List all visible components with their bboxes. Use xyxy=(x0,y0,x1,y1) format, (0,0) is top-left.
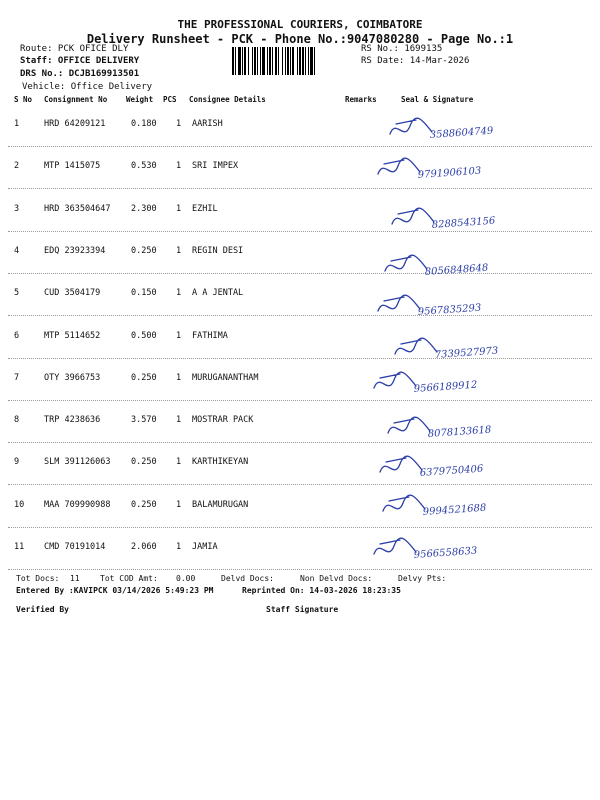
row-consignee: REGIN DESI xyxy=(192,245,244,256)
row-weight: 3.570 xyxy=(131,415,157,426)
row-weight: 0.250 xyxy=(131,245,157,256)
drs-number: DRS No.: DCJB169913501 xyxy=(20,69,140,79)
row-consignee: FATHIMA xyxy=(192,330,228,341)
row-pcs: 1 xyxy=(176,288,182,299)
row-weight: 0.530 xyxy=(131,161,157,172)
row-consignee: BALAMURUGAN xyxy=(192,499,249,510)
row-weight: 0.250 xyxy=(131,499,157,510)
row-pcs: 1 xyxy=(176,245,182,256)
route-label: Route: PCK OFICE DLY xyxy=(20,44,129,54)
row-pcs: 1 xyxy=(176,203,182,214)
svg-text:9566558633: 9566558633 xyxy=(413,545,478,561)
row-consignment: CUD 3504179 xyxy=(44,288,101,299)
row-consignee: AARISH xyxy=(192,119,223,129)
row-consignment: MTP 5114652 xyxy=(44,330,101,341)
row-sno: 6 xyxy=(14,330,20,341)
row-pcs: 1 xyxy=(176,542,182,552)
svg-text:7339527973: 7339527973 xyxy=(434,345,499,361)
row-weight: 2.060 xyxy=(131,542,157,552)
col-pcs: PCS xyxy=(163,95,177,104)
svg-text:9566189912: 9566189912 xyxy=(413,379,478,395)
reprinted-on: Reprinted On: 14-03-2026 18:23:35 xyxy=(242,586,401,595)
row-consignment: HRD 363504647 xyxy=(44,203,111,214)
row-weight: 0.500 xyxy=(131,330,157,341)
row-consignee: KARTHIKEYAN xyxy=(192,457,249,468)
row-sno: 7 xyxy=(14,372,20,383)
verified-by: Verified By xyxy=(16,605,69,614)
svg-text:8288543156: 8288543156 xyxy=(431,215,496,231)
tot-docs-label: Tot Docs: xyxy=(16,574,60,583)
runsheet-subtitle: Delivery Runsheet - PCK - Phone No.:9047080280 - Page No.:1 xyxy=(86,32,514,46)
handwritten-signature xyxy=(380,456,484,479)
handwritten-signature xyxy=(378,158,482,181)
row-pcs: 1 xyxy=(176,161,182,172)
row-consignment: SLM 391126063 xyxy=(44,457,111,468)
svg-text:3588604749: 3588604749 xyxy=(429,125,494,141)
row-sno: 9 xyxy=(14,457,20,468)
col-consignee: Consignee Details xyxy=(189,95,266,104)
row-consignee: JAMIA xyxy=(192,542,218,552)
row-weight: 0.180 xyxy=(131,119,157,129)
row-pcs: 1 xyxy=(176,499,182,510)
handwritten-signature xyxy=(378,295,482,318)
row-sno: 10 xyxy=(14,499,25,510)
entered-by: Entered By :KAVIPCK 03/14/2026 5:49:23 PM xyxy=(16,586,214,595)
rs-number: RS No.: 1699135 xyxy=(361,44,443,54)
row-sno: 8 xyxy=(14,415,20,426)
row-pcs: 1 xyxy=(176,457,182,468)
row-consignment: MAA 709990988 xyxy=(44,499,111,510)
tot-cod-value: 0.00 xyxy=(176,574,196,583)
row-weight: 0.150 xyxy=(131,288,157,299)
handwritten-signature xyxy=(392,208,496,231)
row-pcs: 1 xyxy=(176,415,182,426)
handwritten-signature xyxy=(390,118,494,141)
staff-signature: Staff Signature xyxy=(266,605,339,614)
handwritten-signature xyxy=(385,255,489,278)
non-delvd-docs: Non Delvd Docs: xyxy=(300,574,373,583)
handwritten-signature xyxy=(374,538,478,561)
tot-cod-label: Tot COD Amt: xyxy=(100,574,158,583)
row-consignment: HRD 64209121 xyxy=(44,119,106,129)
row-pcs: 1 xyxy=(176,372,182,383)
row-consignment: OTY 3966753 xyxy=(44,372,101,383)
row-sno: 3 xyxy=(14,203,20,214)
vehicle-label: Vehicle: Office Delivery xyxy=(22,82,153,92)
svg-text:9994521688: 9994521688 xyxy=(422,502,487,518)
row-consignee: MOSTRAR PACK xyxy=(192,415,254,426)
col-weight: Weight xyxy=(126,95,154,104)
row-consignee: EZHIL xyxy=(192,203,218,214)
row-sno: 4 xyxy=(14,245,20,256)
row-sno: 1 xyxy=(14,119,20,129)
col-consignment: Consignment No xyxy=(44,95,108,104)
col-remarks: Remarks xyxy=(345,95,377,104)
row-consignment: EDQ 23923394 xyxy=(44,245,106,256)
row-sno: 11 xyxy=(14,542,25,552)
row-consignee: A A JENTAL xyxy=(192,288,244,299)
company-title: THE PROFESSIONAL COURIERS, COIMBATORE xyxy=(177,18,423,31)
handwritten-signature xyxy=(395,338,499,361)
rs-date: RS Date: 14-Mar-2026 xyxy=(361,56,470,66)
svg-text:8078133618: 8078133618 xyxy=(427,424,492,440)
staff-label: Staff: OFFICE DELIVERY xyxy=(20,56,140,66)
row-consignment: MTP 1415075 xyxy=(44,161,101,172)
row-sno: 5 xyxy=(14,288,20,299)
handwritten-signature xyxy=(374,372,478,395)
svg-text:8056848648: 8056848648 xyxy=(424,262,489,278)
row-weight: 0.250 xyxy=(131,372,157,383)
col-seal: Seal & Signature xyxy=(401,95,474,104)
row-weight: 2.300 xyxy=(131,203,157,214)
tot-docs-value: 11 xyxy=(70,574,80,583)
row-consignee: MURUGANANTHAM xyxy=(192,372,259,383)
handwritten-signature xyxy=(388,417,492,440)
svg-text:9791906103: 9791906103 xyxy=(417,165,482,181)
col-sno: S No xyxy=(14,95,33,104)
row-consignment: CMD 70191014 xyxy=(44,542,106,552)
delvy-pts: Delvy Pts: xyxy=(398,574,447,583)
row-pcs: 1 xyxy=(176,119,182,129)
row-consignment: TRP 4238636 xyxy=(44,415,101,426)
row-weight: 0.250 xyxy=(131,457,157,468)
svg-text:9567835293: 9567835293 xyxy=(417,302,482,318)
delvd-docs: Delvd Docs: xyxy=(221,574,274,583)
row-consignee: SRI IMPEX xyxy=(192,161,239,172)
row-sno: 2 xyxy=(14,161,20,172)
handwritten-signature xyxy=(383,495,487,518)
row-pcs: 1 xyxy=(176,330,182,341)
svg-text:6379750406: 6379750406 xyxy=(419,463,484,479)
